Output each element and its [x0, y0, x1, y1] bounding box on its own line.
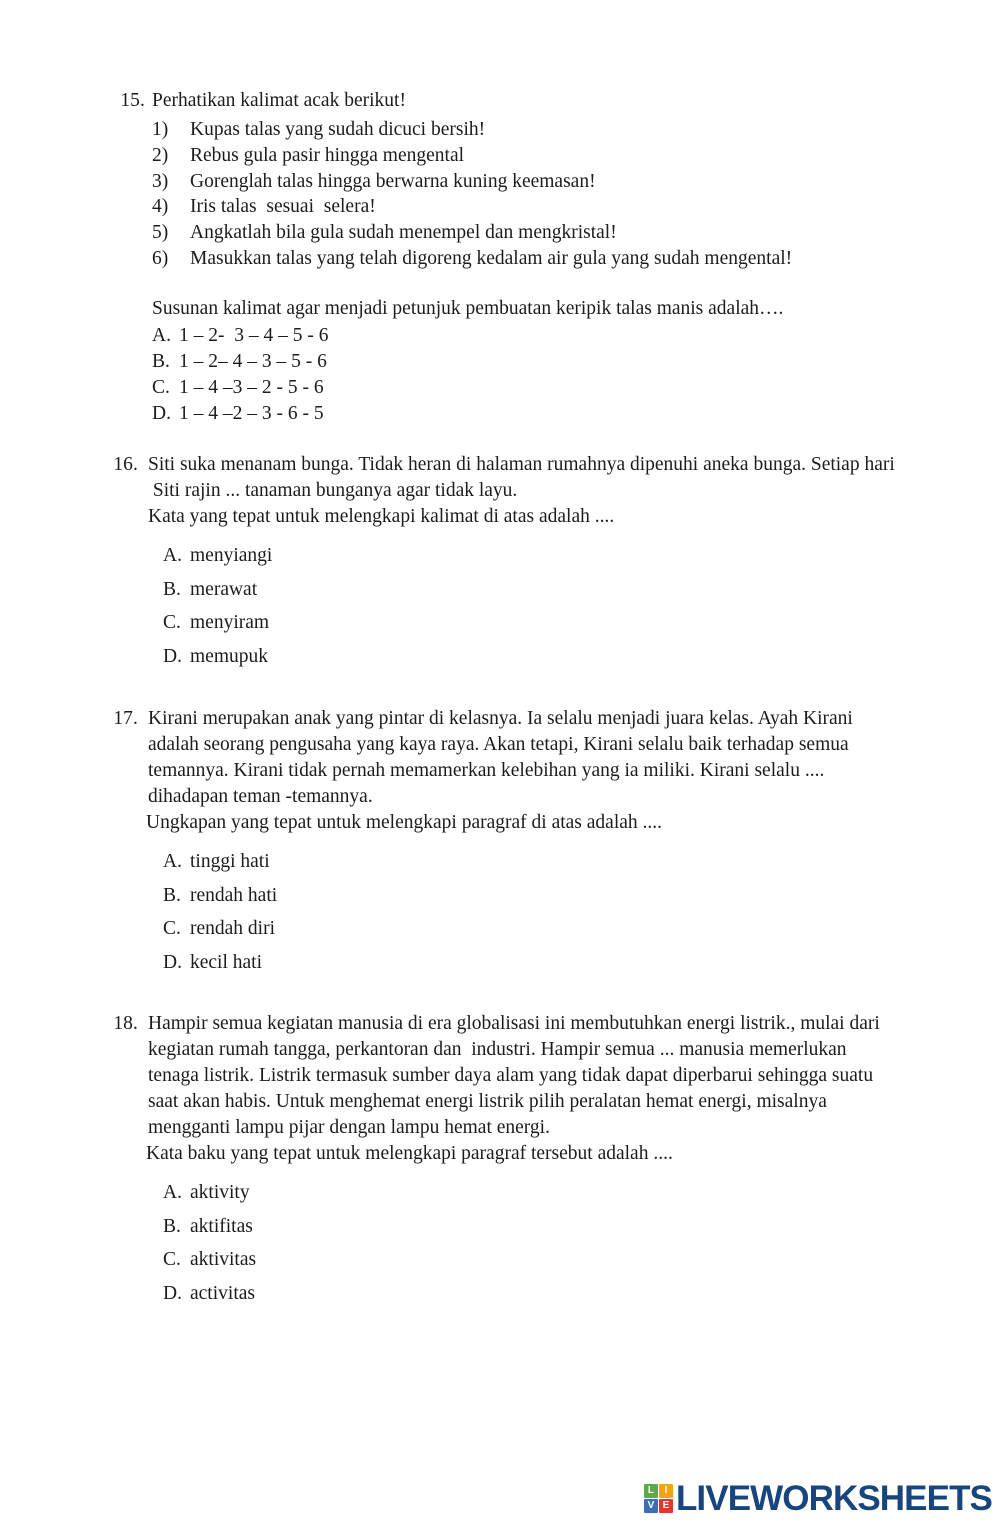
question-15-leadin-wrap: [152, 296, 1000, 322]
logo-tile-e: E: [659, 1499, 673, 1513]
liveworksheets-wordmark: LIVEWORKSHEETS: [675, 1479, 992, 1518]
option-c[interactable]: [163, 1247, 1000, 1273]
option-c-letter: C.: [163, 918, 181, 939]
question-16-number: 16.: [113, 454, 138, 475]
question-18-options: [163, 1180, 1000, 1307]
option-c[interactable]: [163, 610, 1000, 636]
option-c-text: rendah diri: [190, 918, 276, 939]
option-a[interactable]: [152, 323, 1000, 349]
option-d-text: memupuk: [190, 645, 268, 667]
question-18-stem-line-3: tenaga listrik. Listrik termasuk sumber daya alam yang tidak dapat diperbarui sehingga suatu: [148, 1065, 874, 1086]
option-b-text: 1 – 2– 4 – 3 – 5 - 6: [179, 350, 327, 372]
option-d-text: 1 – 4 –2 – 3 - 6 - 5: [179, 402, 324, 424]
liveworksheets-logo[interactable]: [644, 1481, 992, 1516]
option-d[interactable]: [163, 950, 1000, 976]
option-b[interactable]: [163, 577, 1000, 603]
option-b-letter: B.: [163, 884, 181, 906]
logo-tile-i: I: [659, 1484, 673, 1498]
option-c-letter: C.: [152, 376, 170, 398]
question-15-options: [152, 323, 1000, 427]
option-b[interactable]: [163, 1214, 1000, 1240]
option-a-text: tinggi hati: [190, 851, 270, 872]
option-d-letter: D.: [152, 402, 171, 424]
question-18-stem-line-2: kegiatan rumah tangga, perkantoran dan industri. Hampir semua ... manusia memerlukan: [148, 1039, 847, 1060]
list-item: [152, 194, 1000, 220]
option-a-letter: A.: [152, 324, 171, 346]
question-15: [0, 88, 1000, 427]
option-a[interactable]: [163, 849, 1000, 875]
question-16-leadin: Kata yang tepat untuk melengkapi kalimat di atas adalah ....: [148, 506, 615, 527]
logo-tile-l: L: [644, 1484, 658, 1498]
option-d-letter: D.: [163, 1282, 182, 1304]
option-a[interactable]: [163, 1180, 1000, 1206]
option-b-text: merawat: [190, 578, 258, 600]
liveworksheets-badge-icon: [644, 1484, 673, 1513]
question-15-leadin: Susunan kalimat agar menjadi petunjuk pembuatan keripik talas manis adalah….: [152, 297, 784, 319]
option-c-text: aktivitas: [190, 1249, 257, 1270]
option-c-letter: C.: [163, 612, 181, 633]
option-b[interactable]: [163, 883, 1000, 909]
option-a-letter: A.: [163, 1182, 182, 1203]
step-marker: 2): [152, 144, 169, 166]
list-item: [152, 220, 1000, 246]
question-17-stem-line-1: Kirani merupakan anak yang pintar di kelasnya. Ia selalu menjadi juara kelas. Ayah Kirani: [148, 708, 853, 729]
list-item: [152, 143, 1000, 169]
question-15-body: [145, 88, 1000, 114]
option-c[interactable]: [163, 916, 1000, 942]
question-16: [0, 452, 1000, 677]
option-d-letter: D.: [163, 645, 182, 667]
question-16-options: [163, 543, 1000, 670]
question-18-number: 18.: [113, 1013, 138, 1034]
question-17-stem-line-2: adalah seorang pengusaha yang kaya raya. Akan tetapi, Kirani selalu baik terhadap semua: [148, 734, 849, 755]
option-a[interactable]: [163, 543, 1000, 569]
question-16-stem-line-1: Siti suka menanam bunga. Tidak heran di halaman rumahnya dipenuhi aneka bunga. Setiap hari: [148, 454, 895, 475]
question-17-stem-line-4: dihadapan teman -temannya.: [148, 786, 373, 807]
question-18-body: [138, 1011, 1000, 1167]
question-17-options: [163, 849, 1000, 976]
question-16-stem-row: [0, 452, 1000, 530]
question-17-stem-line-3: temannya. Kirani tidak pernah memamerkan kelebihan yang ia miliki. Kirani selalu ....: [148, 760, 825, 781]
question-17-stem-row: [0, 706, 1000, 836]
list-item: [152, 169, 1000, 195]
logo-tile-v: V: [644, 1499, 658, 1513]
option-b[interactable]: [152, 349, 1000, 375]
question-18-stem-row: [0, 1011, 1000, 1167]
question-18: [0, 1011, 1000, 1314]
question-15-stem: Perhatikan kalimat acak berikut!: [152, 90, 406, 111]
step-text: Masukkan talas yang telah digoreng kedalam air gula yang sudah mengental!: [190, 247, 793, 269]
question-17: [0, 706, 1000, 983]
question-15-number: 15.: [120, 90, 145, 111]
option-d-letter: D.: [163, 951, 182, 973]
option-b-text: rendah hati: [190, 884, 278, 906]
option-d-text: activitas: [190, 1282, 255, 1304]
list-item: [152, 117, 1000, 143]
option-c[interactable]: [152, 375, 1000, 401]
option-d[interactable]: [152, 401, 1000, 427]
option-b-letter: B.: [163, 578, 181, 600]
question-15-stem-row: [0, 88, 1000, 114]
step-marker: 6): [152, 247, 169, 269]
option-d[interactable]: [163, 644, 1000, 670]
list-item: [152, 246, 1000, 272]
option-a-letter: A.: [163, 851, 182, 872]
question-18-stem-line-1: Hampir semua kegiatan manusia di era globalisasi ini membutuhkan energi listrik., mulai dari: [148, 1013, 880, 1034]
option-c-text: 1 – 4 –3 – 2 - 5 - 6: [179, 376, 324, 398]
question-16-body: [138, 452, 1000, 530]
question-16-stem-line-2: Siti rajin ... tanaman bunganya agar tidak layu.: [148, 480, 518, 501]
question-17-leadin: Ungkapan yang tepat untuk melengkapi paragraf di atas adalah ....: [146, 812, 663, 833]
option-c-text: menyiram: [190, 612, 270, 633]
option-b-letter: B.: [152, 350, 170, 372]
step-marker: 3): [152, 170, 169, 192]
step-marker: 4): [152, 196, 169, 218]
option-d-text: kecil hati: [190, 951, 263, 973]
option-d[interactable]: [163, 1281, 1000, 1307]
question-15-steps: [152, 117, 1000, 272]
option-a-text: 1 – 2- 3 – 4 – 5 - 6: [179, 324, 329, 346]
option-a-letter: A.: [163, 545, 182, 566]
step-marker: 1): [152, 119, 169, 140]
option-a-text: aktivity: [190, 1182, 250, 1203]
question-17-body: [138, 706, 1000, 836]
question-17-number: 17.: [113, 708, 138, 729]
step-text: Gorenglah talas hingga berwarna kuning keemasan!: [190, 170, 596, 192]
option-a-text: menyiangi: [190, 545, 273, 566]
question-18-stem-line-5: mengganti lampu pijar dengan lampu hemat energi.: [148, 1117, 550, 1138]
step-text: Iris talas sesuai selera!: [190, 196, 376, 218]
step-text: Rebus gula pasir hingga mengental: [190, 144, 465, 166]
option-b-letter: B.: [163, 1215, 181, 1237]
question-18-leadin: Kata baku yang tepat untuk melengkapi paragraf tersebut adalah ....: [146, 1143, 673, 1164]
option-c-letter: C.: [163, 1249, 181, 1270]
option-b-text: aktifitas: [190, 1215, 253, 1237]
step-text: Kupas talas yang sudah dicuci bersih!: [190, 119, 486, 140]
step-marker: 5): [152, 222, 169, 244]
question-18-stem-line-4: saat akan habis. Untuk menghemat energi listrik pilih peralatan hemat energi, misalnya: [148, 1091, 827, 1112]
step-text: Angkatlah bila gula sudah menempel dan mengkristal!: [190, 222, 617, 244]
